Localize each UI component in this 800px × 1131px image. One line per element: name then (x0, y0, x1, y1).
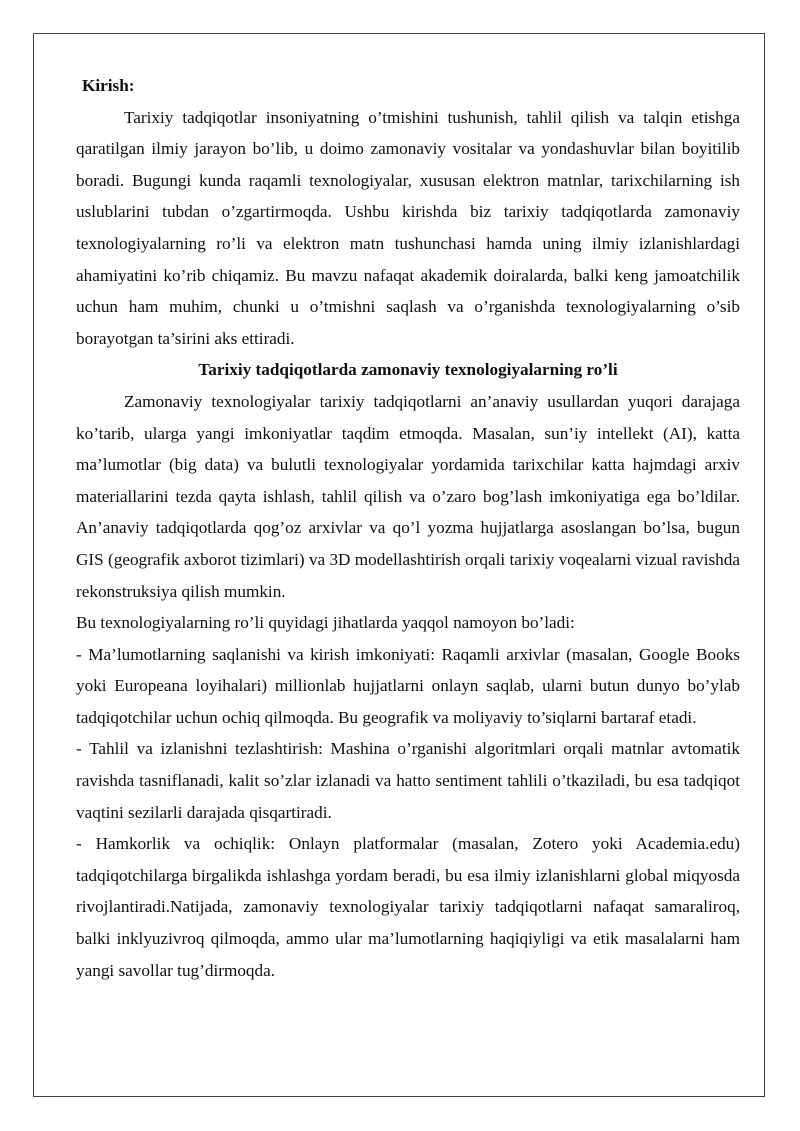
list-item: - Ma’lumotlarning saqlanishi va kirish imkoniyati: Raqamli arxivlar (masalan, Google Books yoki Europeana loyihalari) millionlab hujjatlarni onlayn saqlab, ularni butun dunyo bo’ylab tadqiqotchilar uchun ochiq qilmoqda. Bu geografik va moliyaviy to’siqlarni bartaraf etadi. (76, 644, 740, 727)
intro-paragraph: Tarixiy tadqiqotlar insoniyatning o’tmishini tushunish, tahlil qilish va talqin etishga qaratilgan ilmiy jarayon bo’lib, u doimo zamonaviy vositalar va yondashuvlar bilan boyitilib boradi. Bugungi kunda raqamli texnologiyalar, xususan elektron matnlar, tarixchilarning ish uslublarini tubdan o’zgartirmoqda. Ushbu kirishda biz tarixiy tadqiqotlarda zamonaviy texnologiyalarning ro’li va elektron matn tushunchasi hamda uning ilmiy izlanishlardagi ahamiyatini ko’rib chiqamiz. Bu mavzu nafaqat akademik doiralarda, balki keng jamoatchilik uchun ham muhim, chunki u o’tmishni saqlash va o’rganishda texnologiyalarning o’sib borayotgan ta’sirini aks ettiradi. (76, 107, 740, 348)
intro-heading: Kirish: (82, 76, 135, 95)
list-item: - Tahlil va izlanishni tezlashtirish: Mashina o’rganishi algoritmlari orqali matnlar avtomatik ravishda tasniflanadi, kalit so’zlar izlanadi va hatto sentiment tahlili o’tkaziladi, bu esa tadqiqot vaqtini sezilarli darajada qisqartiradi. (76, 739, 740, 822)
section-heading: Tarixiy tadqiqotlarda zamonaviy texnologiyalarning ro’li (198, 360, 618, 380)
list-item: - Hamkorlik va ochiqlik: Onlayn platformalar (masalan, Zotero yoki Academia.edu) tadqiqotchilarga birgalikda ishlashga yordam beradi, bu esa ilmiy izlanishlarni global miqyosda rivojlantiradi.Natijada, zamonaviy texnologiyalar tarixiy tadqiqotlarni nafaqat samaraliroq, balki inklyuzivroq qilmoqda, ammo ular ma’lumotlarning haqiqiyligi va etik masalalarni ham yangi savollar tug’dirmoqda. (76, 834, 740, 980)
document-body (76, 70, 740, 986)
list-intro: Bu texnologiyalarning ro’li quyidagi jihatlarda yaqqol namoyon bo’ladi: (76, 613, 575, 633)
section-paragraph: Zamonaviy texnologiyalar tarixiy tadqiqotlarni an’anaviy usullardan yuqori darajaga ko’tarib, ularga yangi imkoniyatlar taqdim etmoqda. Masalan, sun’iy intellekt (AI), katta ma’lumotlar (big data) va bulutli texnologiyalar yordamida tarixchilar katta hajmdagi arxiv materiallarini tezda qayta ishlash, tahlil qilish va o’zaro bog’lash imkoniyatiga ega bo’ldilar. An’anaviy tadqiqotlarda qog’oz arxivlar va qo’l yozma hujjatlarga asoslangan bo’lsa, bugun GIS (geografik axborot tizimlari) va 3D modellashtirish orqali tarixiy voqealarni vizual ravishda rekonstruksiya qilish mumkin. (76, 391, 740, 601)
